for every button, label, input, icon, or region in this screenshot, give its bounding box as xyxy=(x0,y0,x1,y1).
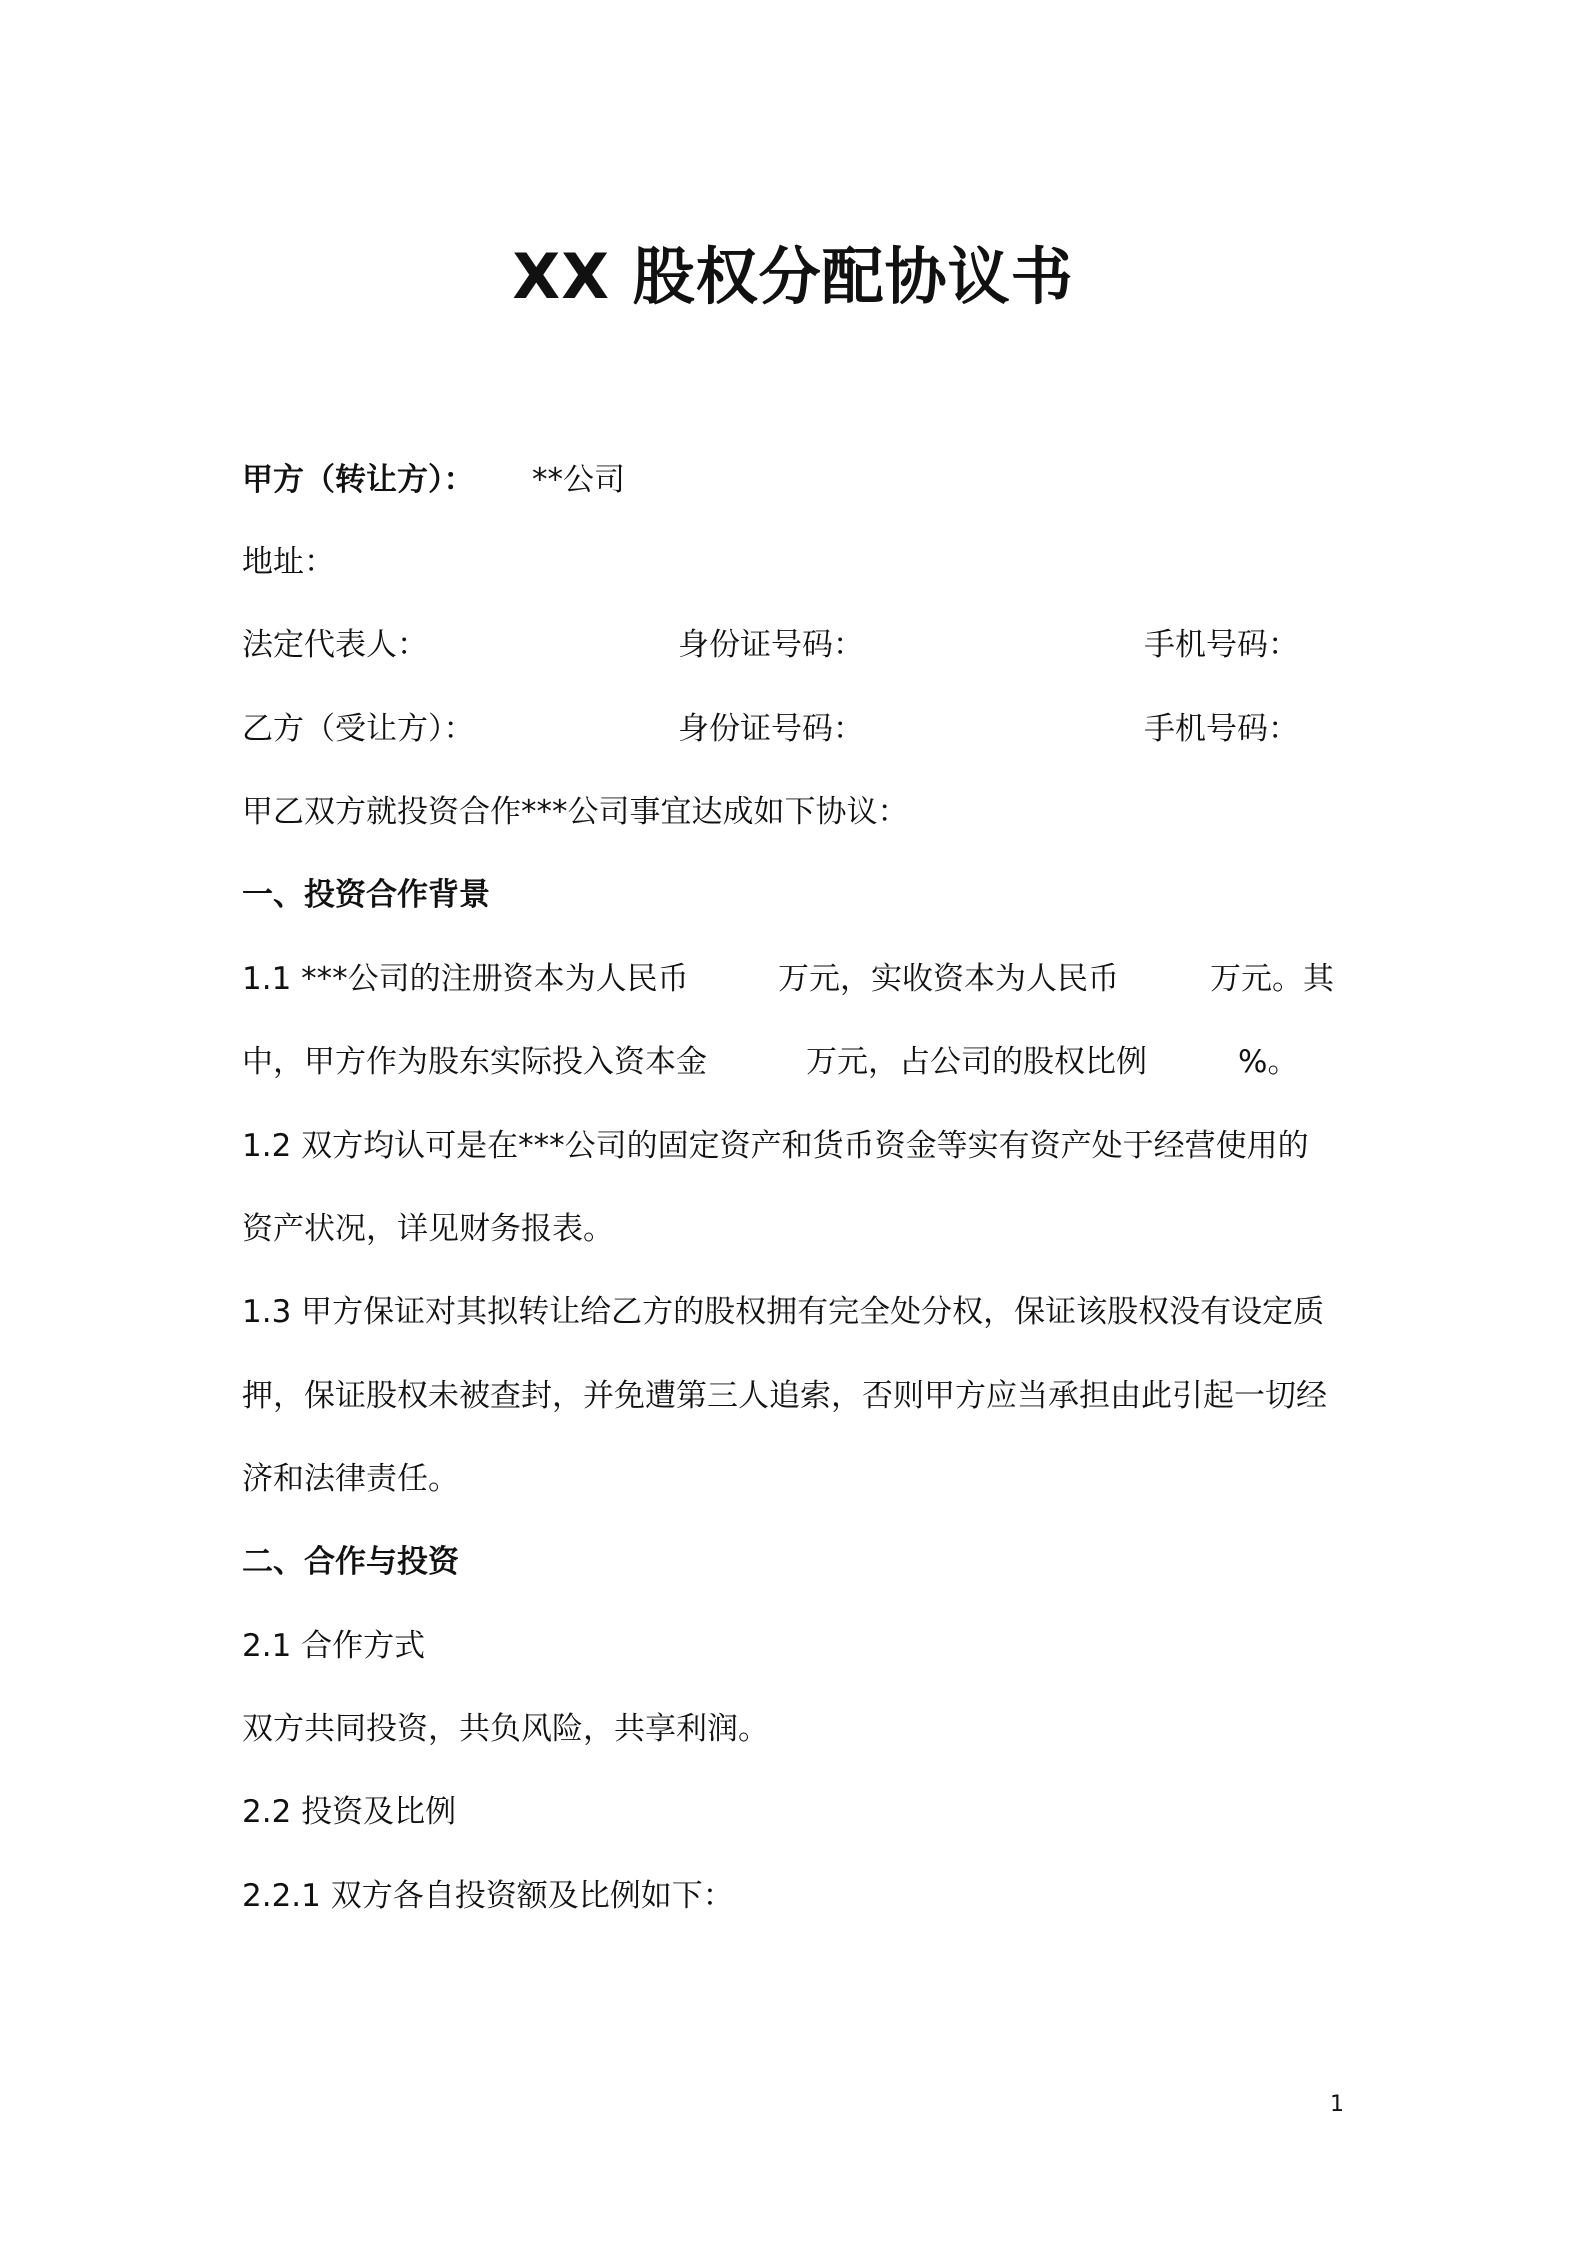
section-2-1-text: 双方共同投资，共负风险，共享利润。 xyxy=(242,1711,769,1747)
legal-rep-id-label: 身份证号码： xyxy=(678,627,864,663)
party-a-label: 甲方（转让方）： xyxy=(242,462,475,498)
party-b-phone-label: 手机号码： xyxy=(1144,711,1299,747)
para-1-3-line-3: 济和法律责任。 xyxy=(242,1461,459,1497)
section-2-2-heading: 2.2 投资及比例 xyxy=(242,1794,457,1830)
legal-rep-phone-label: 手机号码： xyxy=(1144,627,1299,663)
party-b-label: 乙方（受让方）： xyxy=(242,711,475,747)
party-b-id-label: 身份证号码： xyxy=(678,711,864,747)
page-number: 1 xyxy=(1330,2092,1344,2117)
para-1-1-line-2-c: %。 xyxy=(1238,1044,1299,1080)
para-1-3-line-2: 押，保证股权未被查封，并免遭第三人追索，否则甲方应当承担由此引起一切经 xyxy=(242,1378,1327,1414)
para-1-1-line-2-a: 中，甲方作为股东实际投入资本金 xyxy=(242,1044,707,1080)
section-2-1-heading: 2.1 合作方式 xyxy=(242,1628,426,1664)
para-1-1-line-2-b: 万元，占公司的股权比例 xyxy=(806,1044,1147,1080)
para-1-1-line-1-b: 万元，实收资本为人民币 xyxy=(778,961,1119,997)
para-1-2-line-2: 资产状况，详见财务报表。 xyxy=(242,1211,614,1247)
para-1-1-line-1-a: 1.1 ***公司的注册资本为人民币 xyxy=(242,961,689,997)
document-title: XX 股权分配协议书 xyxy=(512,240,1074,313)
intro-text: 甲乙双方就投资合作***公司事宜达成如下协议： xyxy=(242,794,909,830)
legal-rep-label: 法定代表人： xyxy=(242,627,428,663)
para-1-3-line-1: 1.3 甲方保证对其拟转让给乙方的股权拥有完全处分权，保证该股权没有设定质 xyxy=(242,1294,1325,1330)
para-1-1-line-1-c: 万元。其 xyxy=(1210,961,1334,997)
para-1-2-line-1: 1.2 双方均认可是在***公司的固定资产和货币资金等实有资产处于经营使用的 xyxy=(242,1128,1309,1164)
section-2-heading: 二、合作与投资 xyxy=(242,1544,459,1580)
section-2-2-1-text: 2.2.1 双方各自投资额及比例如下： xyxy=(242,1878,734,1914)
address-label: 地址： xyxy=(242,544,335,580)
section-1-heading: 一、投资合作背景 xyxy=(242,877,490,913)
party-a-value: **公司 xyxy=(532,462,625,498)
